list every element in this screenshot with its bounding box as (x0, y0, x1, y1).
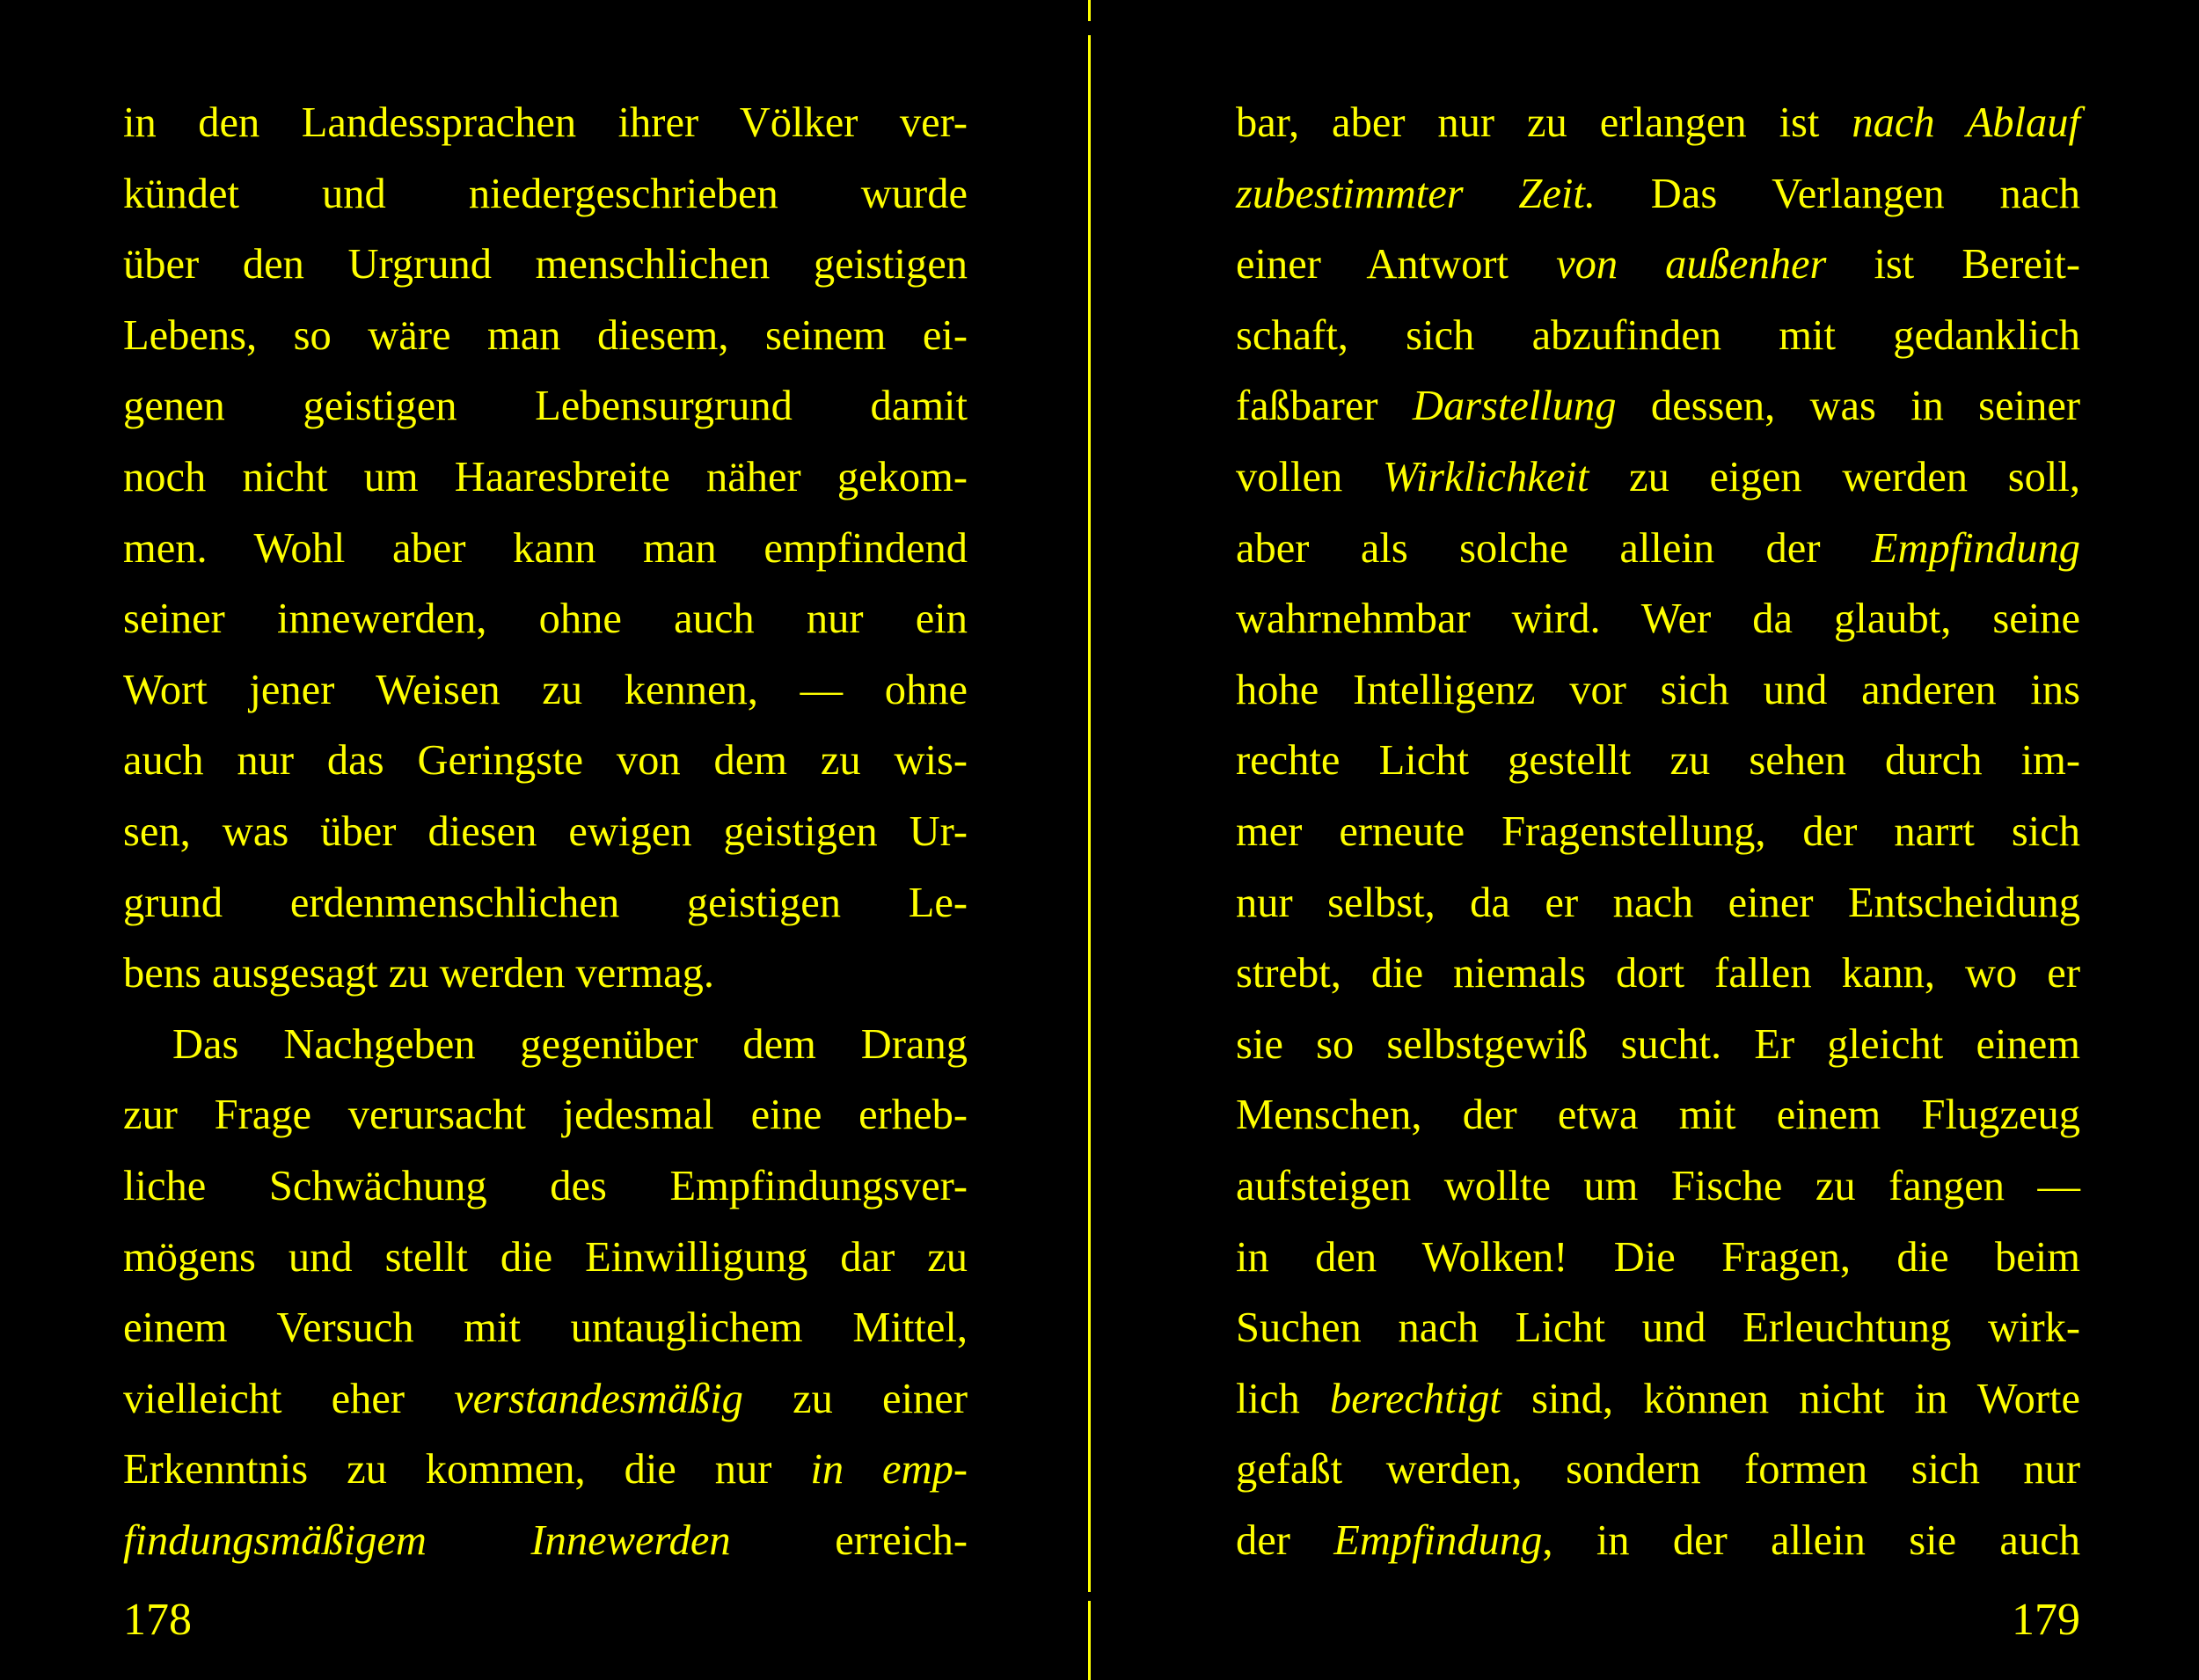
text-line: mer erneute Fragenstellung, der narrt sich (1236, 807, 2080, 855)
italic-text: nach Ablauf (1852, 99, 2080, 146)
text-line: mögens und stellt die Einwilligung dar zu (123, 1233, 968, 1281)
text-line (1236, 1506, 2080, 1577)
italic-text: von außenher (1556, 241, 1827, 289)
italic-text: Wirklichkeit (1382, 453, 1589, 500)
text-run: dessen, was in seiner (1616, 383, 2080, 430)
text-run: erreich- (730, 1516, 968, 1564)
text-line: kündet und niedergeschrieben wurde (123, 170, 968, 217)
text-run: einer Antwort (1236, 241, 1557, 289)
text-line: men. Wohl aber kann man empfindend (123, 524, 968, 572)
italic-text: zubestimmter Zeit. (1236, 170, 1596, 217)
text-run: zu eigen werden soll, (1589, 453, 2080, 500)
text-line: aufsteigen wollte um Fische zu fangen — (1236, 1162, 2080, 1209)
gutter-divider (1088, 0, 1091, 1680)
text-line: bens ausgesagt zu werden vermag. (123, 950, 715, 997)
gutter-gap (1085, 21, 1093, 35)
text-run: faßbarer (1236, 383, 1413, 430)
text-run: bar, aber nur zu erlangen ist (1236, 99, 1852, 146)
italic-text: verstandesmäßig (454, 1375, 743, 1422)
page-number: 179 (2012, 1595, 2080, 1645)
text-line (1236, 442, 2080, 514)
text-line (1236, 514, 2080, 585)
text-line: wahrnehmbar wird. Wer da glaubt, seine (1236, 595, 2080, 643)
text-line: in den Landessprachen ihrer Völker ver- (123, 99, 968, 146)
left-page (0, 0, 1091, 1680)
italic-text: findungsmäßigem Innewerden (123, 1516, 731, 1564)
text-line (123, 1435, 968, 1506)
text-line: noch nicht um Haaresbreite näher gekom- (123, 453, 968, 500)
text-run: ist Bereit- (1826, 241, 2080, 289)
text-run: aber als solche allein der (1236, 524, 1872, 572)
text-line: auch nur das Geringste von dem zu wis- (123, 737, 968, 785)
text-line: schaft, sich abzufinden mit gedanklich (1236, 311, 2080, 359)
italic-text: Empfindung (1871, 524, 2080, 572)
text-line (123, 1364, 968, 1435)
text-line: grund erdenmenschlichen geistigen Le- (123, 879, 968, 926)
right-page-text (1236, 88, 2080, 1576)
text-line (1236, 88, 2080, 159)
text-line: seiner innewerden, ohne auch nur ein (123, 595, 968, 643)
gutter-gap (1085, 1592, 1093, 1601)
text-run: zu einer (742, 1375, 968, 1422)
right-page (1108, 0, 2199, 1680)
italic-text: Darstellung (1412, 383, 1617, 430)
text-run: lich (1236, 1375, 1330, 1422)
text-line: liche Schwächung des Empfindungsver- (123, 1162, 968, 1209)
text-run: Das Verlangen nach (1596, 170, 2080, 217)
text-line: nur selbst, da er nach einer Entscheidung (1236, 879, 2080, 926)
text-line: gefaßt werden, sondern formen sich nur (1236, 1446, 2080, 1494)
text-line: zur Frage verursacht jedesmal eine erheb- (123, 1092, 968, 1139)
text-line (1236, 371, 2080, 442)
text-run: , in der allein sie auch (1542, 1516, 2080, 1564)
text-run: sind, können nicht in Worte (1501, 1375, 2080, 1422)
text-line: Lebens, so wäre man diesem, seinem ei- (123, 311, 968, 359)
text-line: einem Versuch mit untauglichem Mittel, (123, 1304, 968, 1352)
text-run: vollen (1236, 453, 1383, 500)
text-line: genen geistigen Lebensurgrund damit (123, 383, 968, 430)
text-run: vielleicht eher (123, 1375, 455, 1422)
text-line: Wort jener Weisen zu kennen, — ohne (123, 666, 968, 713)
italic-text: berechtigt (1329, 1375, 1501, 1422)
text-line: strebt, die niemals dort fallen kann, wo er (1236, 950, 2080, 997)
italic-text: in emp- (810, 1446, 968, 1494)
page-number: 178 (123, 1595, 192, 1645)
left-page-text (123, 88, 968, 1576)
text-line (1236, 1364, 2080, 1435)
text-line: Suchen nach Licht und Erleuchtung wirk- (1236, 1304, 2080, 1352)
text-line (1236, 230, 2080, 301)
text-line: in den Wolken! Die Fragen, die beim (1236, 1233, 2080, 1281)
text-line: über den Urgrund menschlichen geistigen (123, 241, 968, 289)
text-line: Das Nachgeben gegenüber dem Drang (172, 1020, 968, 1068)
text-line (1236, 159, 2080, 230)
text-line (123, 1506, 968, 1577)
text-line: Menschen, der etwa mit einem Flugzeug (1236, 1092, 2080, 1139)
text-line: rechte Licht gestellt zu sehen durch im- (1236, 737, 2080, 785)
text-line: hohe Intelligenz vor sich und anderen ins (1236, 666, 2080, 713)
text-line: sie so selbstgewiß sucht. Er gleicht einem (1236, 1020, 2080, 1068)
text-line: sen, was über diesen ewigen geistigen Ur- (123, 807, 968, 855)
text-run: Erkenntnis zu kommen, die nur (123, 1446, 811, 1494)
italic-text: Empfindung (1333, 1516, 1543, 1564)
text-run: der (1236, 1516, 1334, 1564)
